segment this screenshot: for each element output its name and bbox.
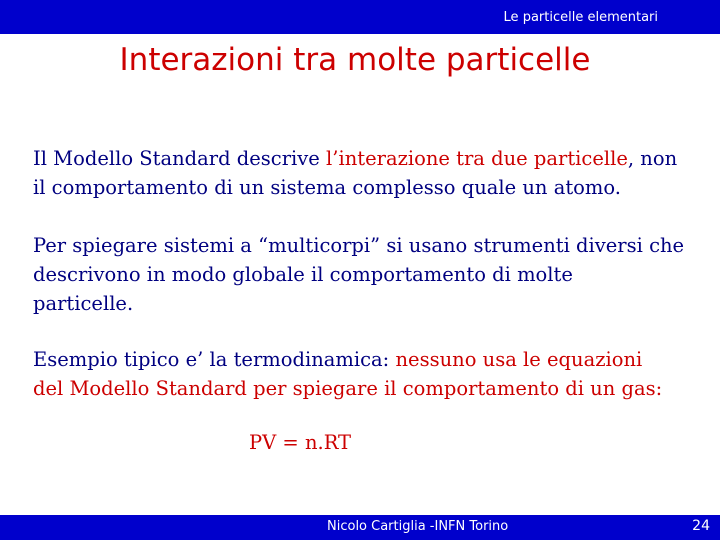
footer-bar	[0, 515, 720, 540]
paragraph-text: Il Modello Standard descrive	[33, 147, 327, 170]
paragraph-text: descrivono in modo globale il comportamento di molte	[33, 263, 573, 286]
header-bar	[0, 0, 720, 34]
gas-law-formula: PV = n.RT	[249, 431, 352, 454]
slide-title: Interazioni tra molte particelle	[119, 42, 591, 78]
paragraph-text: il comportamento di un sistema complesso quale un atomo.	[33, 176, 621, 199]
paragraph-text: Esempio tipico e’ la termodinamica:	[33, 348, 396, 371]
paragraph-standard-model	[33, 144, 677, 202]
page-number: 24	[692, 518, 710, 534]
paragraph-text: Per spiegare sistemi a “multicorpi” si usano strumenti diversi che	[33, 234, 685, 257]
footer-author: Nicolo Cartiglia -INFN Torino	[327, 519, 509, 534]
highlighted-text: nessuno usa le equazioni	[395, 348, 643, 371]
paragraph-thermodynamics	[33, 345, 662, 403]
paragraph-text: particelle.	[33, 292, 134, 315]
header-title: Le particelle elementari	[503, 10, 658, 25]
highlighted-text: del Modello Standard per spiegare il comportamento di un gas:	[33, 377, 663, 400]
highlighted-text: l’interazione tra due particelle	[326, 147, 628, 170]
paragraph-many-body	[33, 231, 684, 318]
paragraph-text: , non	[627, 147, 678, 170]
